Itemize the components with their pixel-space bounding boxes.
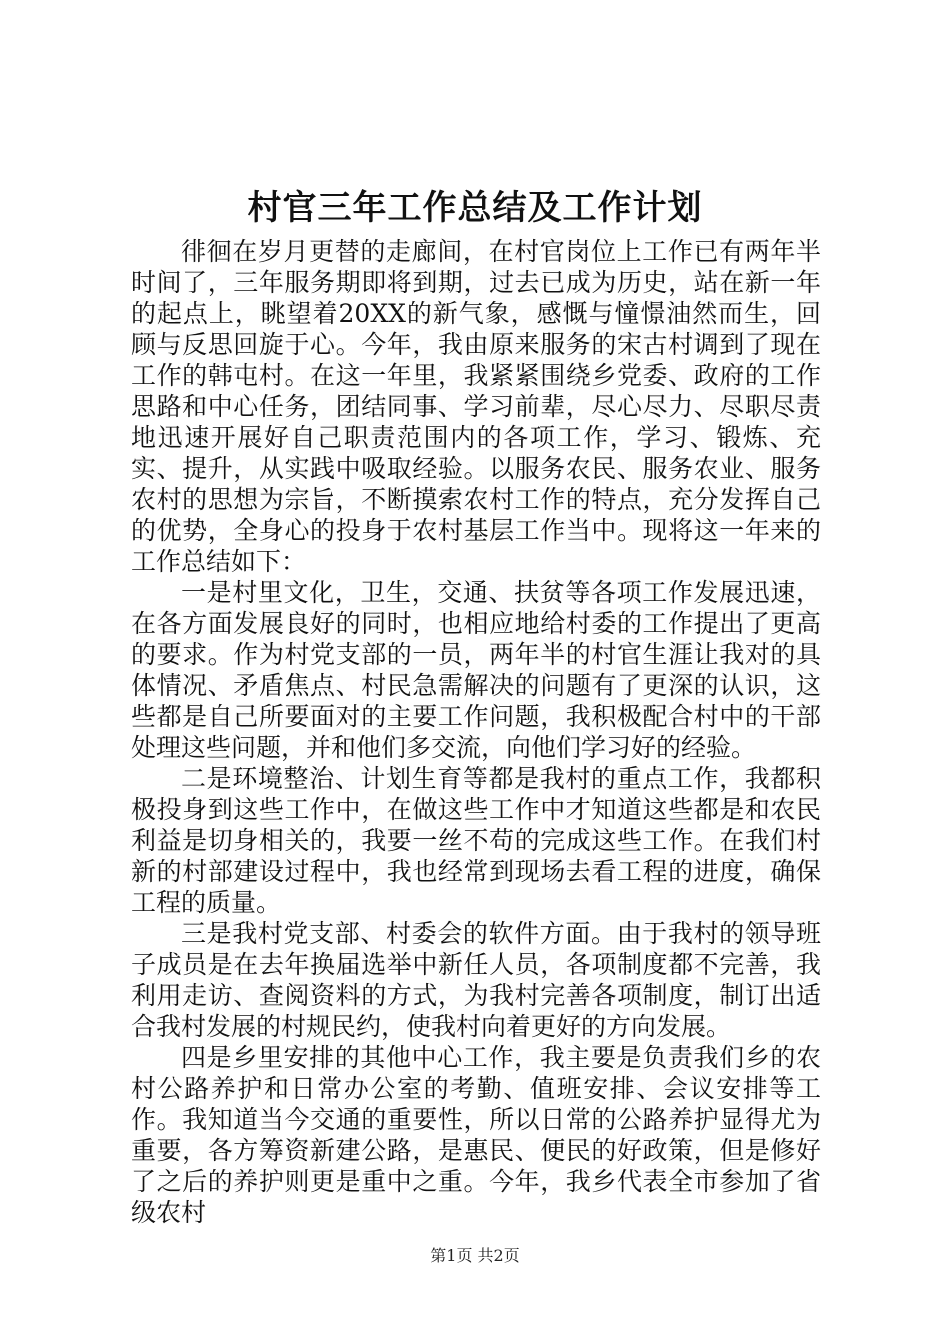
paragraph-point-four: 四是乡里安排的其他中心工作，我主要是负责我们乡的农村公路养护和日常办公室的考勤、值班安排、会议安排等工作。我知道当今交通的重要性，所以日常的公路养护显得尤为重要，各方筹资新建公路，是惠民、便民的好政策，但是修好了之后的养护则更是重中之重。今年，我乡代表全市参加了省级农村 bbox=[131, 1043, 821, 1227]
paragraph-point-one: 一是村里文化，卫生，交通、扶贫等各项工作发展迅速，在各方面发展良好的同时，也相应地给村委的工作提出了更高的要求。作为村党支部的一员，两年半的村官生涯让我对的具体情况、矛盾焦点、村民急需解决的问题有了更深的认识，这些都是自己所要面对的主要工作问题，我积极配合村中的干部处理这些问题，并和他们多交流，向他们学习好的经验。 bbox=[131, 578, 821, 762]
paragraph-point-three: 三是我村党支部、村委会的软件方面。由于我村的领导班子成员是在去年换届选举中新任人员，各项制度都不完善，我利用走访、查阅资料的方式，为我村完善各项制度，制订出适合我村发展的村规民约，使我村向着更好的方向发展。 bbox=[131, 919, 821, 1041]
paragraph-intro: 徘徊在岁月更替的走廊间，在村官岗位上工作已有两年半时间了，三年服务期即将到期，过去已成为历史，站在新一年的起点上，眺望着20XX的新气象，感慨与憧憬油然而生，回顾与反思回旋于心。今年，我由原来服务的宋古村调到了现在工作的韩屯村。在这一年里，我紧紧围绕乡党委、政府的工作思路和中心任务，团结同事、学习前辈，尽心尽力、尽职尽责地迅速开展好自己职责范围内的各项工作，学习、锻炼、充实、提升，从实践中吸取经验。以服务农民、服务农业、服务农村的思想为宗旨，不断摸索农村工作的特点，充分发挥自己的优势，全身心的投身于农村基层工作当中。现将这一年来的工作总结如下： bbox=[131, 237, 821, 576]
document-title: 村官三年工作总结及工作计划 bbox=[247, 188, 703, 228]
page-number-footer: 第1页 共2页 bbox=[430, 1246, 520, 1265]
document-body bbox=[131, 236, 821, 1228]
paragraph-point-two: 二是环境整治、计划生育等都是我村的重点工作，我都积极投身到这些工作中，在做这些工作中才知道这些都是和农民利益是切身相关的，我要一丝不苟的完成这些工作。在我们村新的村部建设过程中，我也经常到现场去看工程的进度，确保工程的质量。 bbox=[131, 764, 821, 917]
